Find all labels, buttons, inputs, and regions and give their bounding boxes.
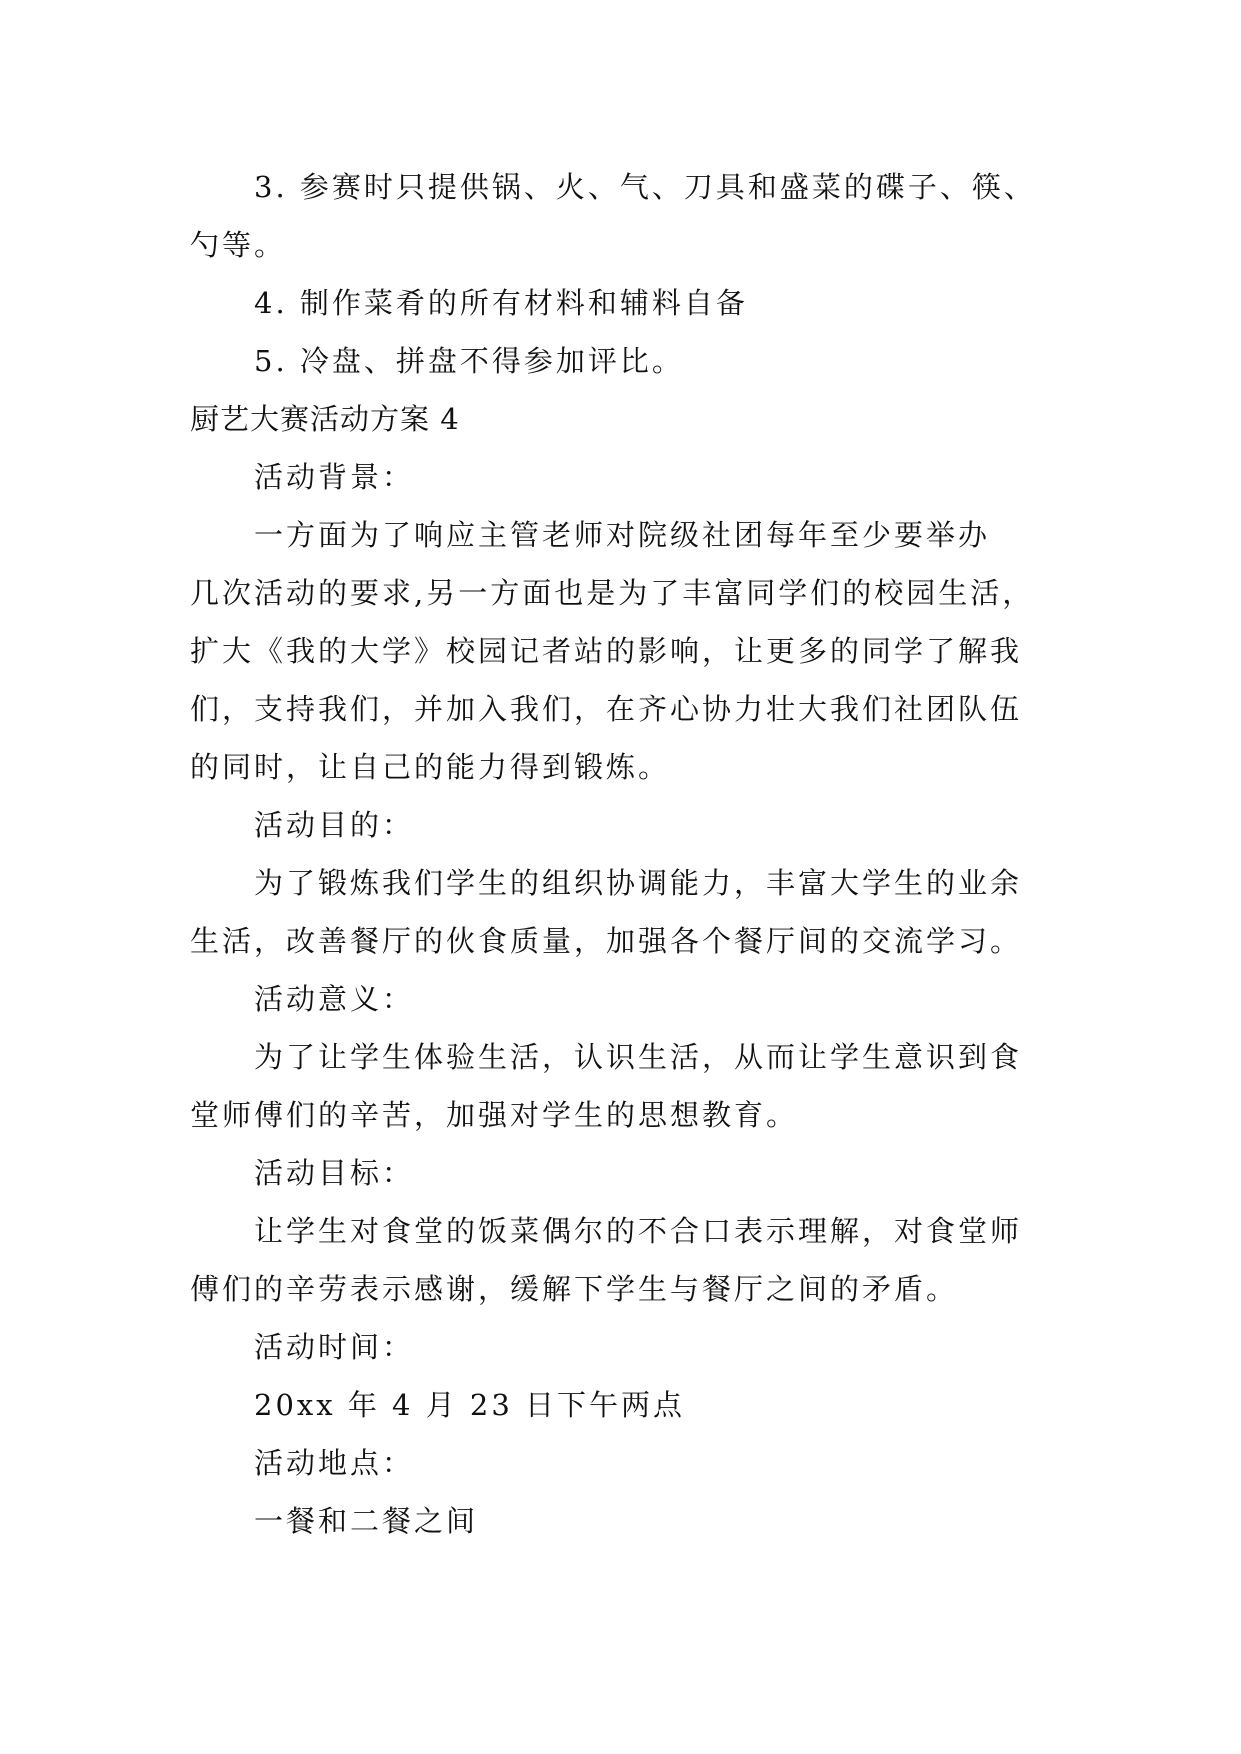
label-location: 活动地点： <box>254 1446 415 1480</box>
label-purpose: 活动目的： <box>254 808 415 842</box>
document-body <box>190 158 1060 1550</box>
paragraph-background-line-5: 的同时，让自己的能力得到锻炼。 <box>190 750 671 784</box>
paragraph-goal-line-1: 让学生对食堂的饭菜偶尔的不合口表示理解，对食堂师 <box>254 1214 1023 1248</box>
value-time: 20xx 年 4 月 23 日下午两点 <box>254 1388 686 1422</box>
paragraph-significance-line-2: 堂师傅们的辛苦，加强对学生的思想教育。 <box>190 1098 799 1132</box>
paragraph-purpose-line-2: 生活，改善餐厅的伙食质量，加强各个餐厅间的交流学习。 <box>190 924 1023 958</box>
paragraph-background-line-3: 扩大《我的大学》校园记者站的影响，让更多的同学了解我 <box>190 634 1023 668</box>
paragraph-significance-line-1: 为了让学生体验生活，认识生活，从而让学生意识到食 <box>254 1040 1023 1074</box>
label-goal: 活动目标： <box>254 1156 415 1190</box>
paragraph-goal-line-2: 傅们的辛劳表示感谢，缓解下学生与餐厅之间的矛盾。 <box>190 1272 959 1306</box>
paragraph-background-line-1: 一方面为了响应主管老师对院级社团每年至少要举办 <box>254 518 991 552</box>
paragraph-background-line-4: 们，支持我们，并加入我们，在齐心协力壮大我们社团队伍 <box>190 692 1023 726</box>
rule-item-5: 5. 冷盘、拼盘不得参加评比。 <box>254 344 684 378</box>
paragraph-background-line-2: 几次活动的要求,另一方面也是为了丰富同学们的校园生活， <box>190 576 1035 610</box>
rule-item-3-continued: 勺等。 <box>190 228 287 262</box>
value-location: 一餐和二餐之间 <box>254 1504 479 1538</box>
paragraph-purpose-line-1: 为了锻炼我们学生的组织协调能力，丰富大学生的业余 <box>254 866 1023 900</box>
rule-item-3: 3. 参赛时只提供锅、火、气、刀具和盛菜的碟子、筷、 <box>254 170 1036 204</box>
label-time: 活动时间： <box>254 1330 415 1364</box>
label-significance: 活动意义： <box>254 982 415 1016</box>
section-heading: 厨艺大赛活动方案 4 <box>190 402 460 436</box>
rule-item-4: 4. 制作菜肴的所有材料和辅料自备 <box>254 286 748 320</box>
label-background: 活动背景： <box>254 460 415 494</box>
